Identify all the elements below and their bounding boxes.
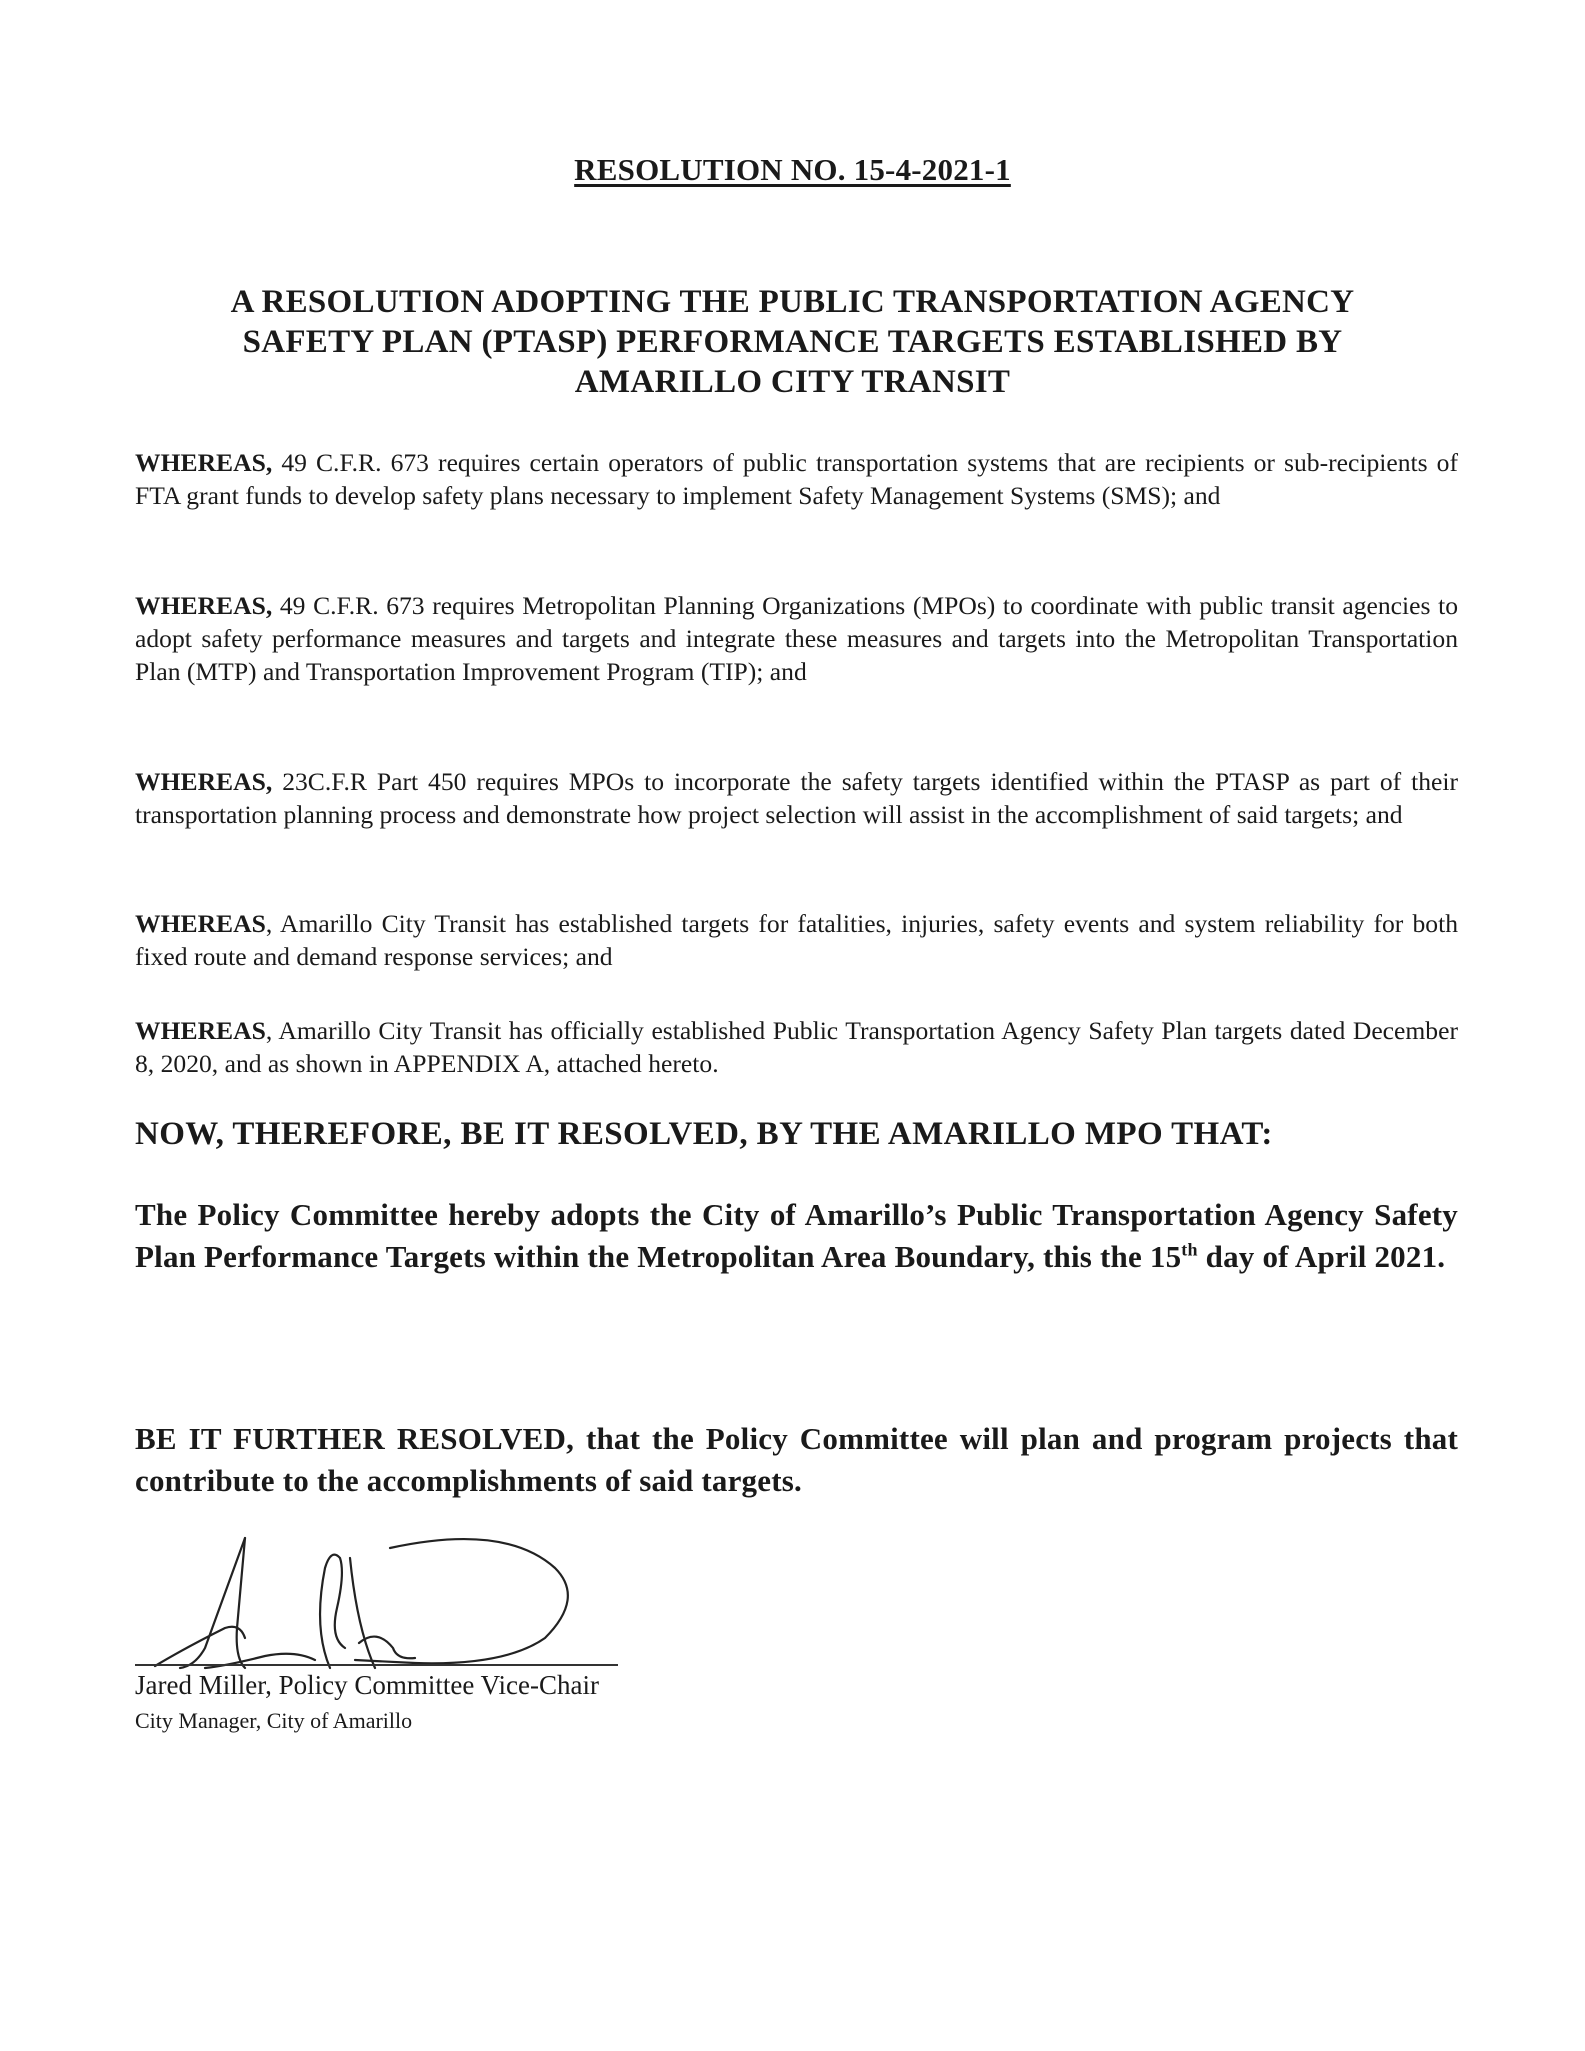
resolution-number: RESOLUTION NO. 15-4-2021-1 xyxy=(574,152,1011,187)
signature-line xyxy=(135,1664,618,1666)
clause-text: , Amarillo City Transit has established targets for fatalities, injuries, safety events and system reliability for both fixed route and demand response services; and xyxy=(135,909,1458,971)
now-therefore-heading: NOW, THEREFORE, BE IT RESOLVED, BY THE AMARILLO MPO THAT: xyxy=(135,1116,1273,1152)
title-line: AMARILLO CITY TRANSIT xyxy=(574,364,1011,400)
ordinal-suffix: th xyxy=(1181,1239,1198,1260)
clause-keyword: WHEREAS, xyxy=(135,448,273,477)
resolution-title xyxy=(150,282,1435,402)
whereas-clause-2 xyxy=(135,589,1458,688)
clause-text: 23C.F.R Part 450 requires MPOs to incorporate the safety targets identified within the PTASP as part of their transportation planning process and demonstrate how project selection will assist in the accomplishment of said targets; and xyxy=(135,767,1458,829)
whereas-clause-5 xyxy=(135,1014,1458,1080)
title-line: A RESOLUTION ADOPTING THE PUBLIC TRANSPORTATION AGENCY xyxy=(230,284,1355,320)
adoption-statement xyxy=(135,1194,1458,1278)
signature-image xyxy=(145,1528,595,1678)
clause-keyword: WHEREAS, xyxy=(135,767,273,796)
whereas-clause-1 xyxy=(135,446,1458,512)
adoption-text: The Policy Committee hereby adopts the City of Amarillo’s Public Transportation Agency Safety Plan Performance Targets within the Metropolitan Area Boundary, this the 15 xyxy=(135,1197,1458,1274)
clause-text: 49 C.F.R. 673 requires certain operators of public transportation systems that are recipients or sub-recipients of FTA grant funds to develop safety plans necessary to implement Safety Management Systems (SMS); and xyxy=(135,448,1458,510)
clause-keyword: WHEREAS, xyxy=(135,591,273,620)
clause-text: , Amarillo City Transit has officially established Public Transportation Agency Safety Plan targets dated December 8, 2020, and as shown in APPENDIX A, attached hereto. xyxy=(135,1016,1458,1078)
title-line: SAFETY PLAN (PTASP) PERFORMANCE TARGETS ESTABLISHED BY xyxy=(242,324,1343,360)
adoption-date: day of April 2021. xyxy=(1197,1239,1446,1274)
clause-keyword: WHEREAS xyxy=(135,1016,266,1045)
whereas-clause-3 xyxy=(135,765,1458,831)
clause-text: 49 C.F.R. 673 requires Metropolitan Planning Organizations (MPOs) to coordinate with public transit agencies to adopt safety performance measures and targets and integrate these measures and targets into the Metropolitan Transportation Plan (MTP) and Transportation Improvement Program (TIP); and xyxy=(135,591,1458,686)
signer-title: City Manager, City of Amarillo xyxy=(135,1708,413,1733)
clause-keyword: WHEREAS xyxy=(135,909,266,938)
further-resolved-statement: BE IT FURTHER RESOLVED, that the Policy Committee will plan and program projects that contribute to the accomplishments of said targets. xyxy=(135,1421,1458,1498)
whereas-clause-4 xyxy=(135,907,1458,973)
signer-name: Jared Miller, Policy Committee Vice-Chair xyxy=(135,1670,599,1700)
